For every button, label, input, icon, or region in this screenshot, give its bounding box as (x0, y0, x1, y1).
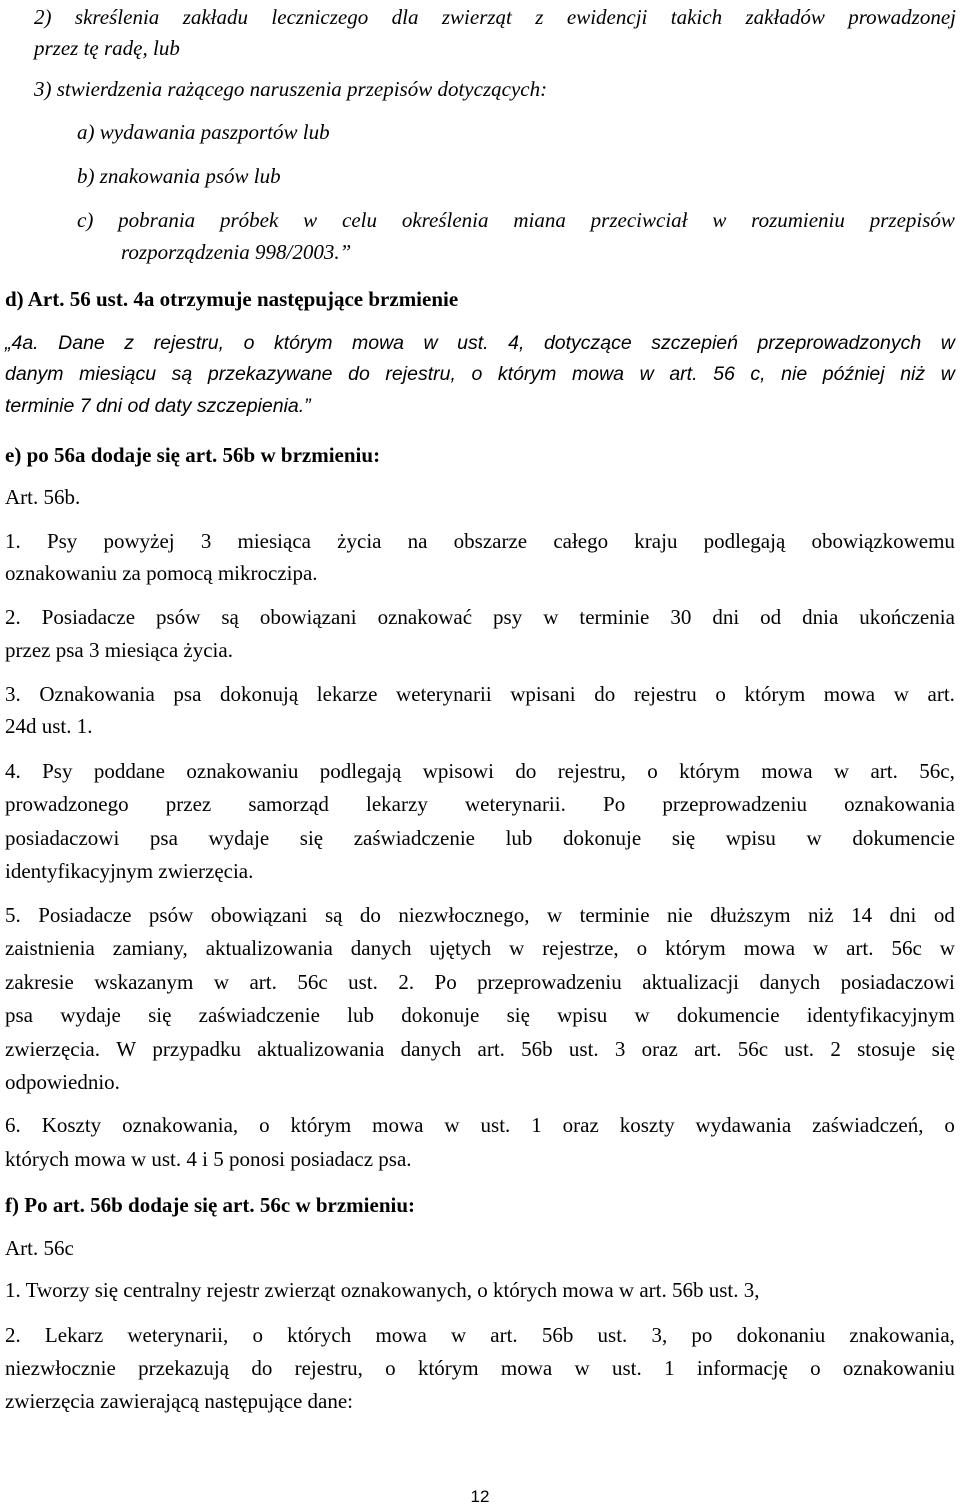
text-line: 2. Posiadacze psów są obowiązani oznakować psy w terminie 30 dni od dnia ukończenia (5, 605, 955, 629)
text-line: 24d ust. 1. (5, 714, 93, 738)
text-line: oznakowaniu za pomocą mikroczipa. (5, 561, 318, 585)
text-line: zwierzęcia. W przypadku aktualizowania danych art. 56b ust. 3 oraz art. 56c ust. 2 stosuje się (5, 1037, 955, 1061)
text-line: danym miesiącu są przekazywane do rejestru, o którym mowa w art. 56 c, nie później niż w (5, 363, 955, 385)
text-line: rozporządzenia 998/2003.” (121, 240, 352, 264)
text-line: 2. Lekarz weterynarii, o których mowa w art. 56b ust. 3, po dokonaniu znakowania, (5, 1323, 955, 1347)
text-line: 2) skreślenia zakładu leczniczego dla zwierząt z ewidencji takich zakładów prowadzonej (34, 5, 956, 29)
text-line: 6. Koszty oznakowania, o którym mowa w ust. 1 oraz koszty wydawania zaświadczeń, o (5, 1113, 955, 1137)
text-line: identyfikacyjnym zwierzęcia. (5, 859, 254, 883)
amendment-heading: d) Art. 56 ust. 4a otrzymuje następujące brzmienie (5, 287, 459, 311)
text-line: przez tę radę, lub (34, 36, 180, 60)
amendment-heading: e) po 56a dodaje się art. 56b w brzmieniu: (5, 443, 381, 467)
text-line: „4a. Dane z rejestru, o którym mowa w ust. 4, dotyczące szczepień przeprowadzonych w (5, 332, 955, 354)
text-line: 3. Oznakowania psa dokonują lekarze weterynarii wpisani do rejestru o którym mowa w art. (5, 682, 955, 706)
text-line: zwierzęcia zawierającą następujące dane: (5, 1389, 353, 1413)
text-line: 4. Psy poddane oznakowaniu podlegają wpisowi do rejestru, o którym mowa w art. 56c, (5, 759, 955, 783)
text-line: zaistnienia zamiany, aktualizowania danych ujętych w rejestrze, o którym mowa w art. 56c w (5, 936, 955, 960)
text-line: odpowiednio. (5, 1070, 120, 1094)
text-line: 5. Posiadacze psów obowiązani są do niezwłocznego, w terminie nie dłuższym niż 14 dni od (5, 903, 955, 927)
text-line: 3) stwierdzenia rażącego naruszenia przepisów dotyczących: (34, 77, 548, 101)
text-line: których mowa w ust. 4 i 5 ponosi posiadacz psa. (5, 1147, 412, 1171)
text-line: zakresie wskazanym w art. 56c ust. 2. Po przeprowadzeniu aktualizacji danych posiadaczowi (5, 970, 955, 994)
text-line: niezwłocznie przekazują do rejestru, o którym mowa w ust. 1 informację o oznakowaniu (5, 1356, 955, 1380)
text-line: posiadaczowi psa wydaje się zaświadczenie lub dokonuje się wpisu w dokumencie (5, 826, 955, 850)
text-line: przez psa 3 miesiąca życia. (5, 638, 233, 662)
text-line: c) pobrania próbek w celu określenia miana przeciwciał w rozumieniu przepisów (77, 208, 955, 232)
text-line: 1. Tworzy się centralny rejestr zwierząt oznakowanych, o których mowa w art. 56b ust. 3, (5, 1278, 760, 1302)
text-line: psa wydaje się zaświadczenie lub dokonuje się wpisu w dokumencie identyfikacyjnym (5, 1003, 955, 1027)
page-number: 12 (470, 1487, 490, 1506)
text-line: terminie 7 dni od daty szczepienia.” (5, 395, 311, 417)
article-heading: Art. 56c (5, 1236, 74, 1260)
amendment-heading: f) Po art. 56b dodaje się art. 56c w brzmieniu: (5, 1193, 416, 1217)
text-line: b) znakowania psów lub (77, 164, 281, 188)
text-line: prowadzonego przez samorząd lekarzy weterynarii. Po przeprowadzeniu oznakowania (5, 792, 955, 816)
text-line: a) wydawania paszportów lub (77, 120, 330, 144)
article-heading: Art. 56b. (5, 485, 81, 509)
text-line: 1. Psy powyżej 3 miesiąca życia na obszarze całego kraju podlegają obowiązkowemu (5, 529, 955, 553)
